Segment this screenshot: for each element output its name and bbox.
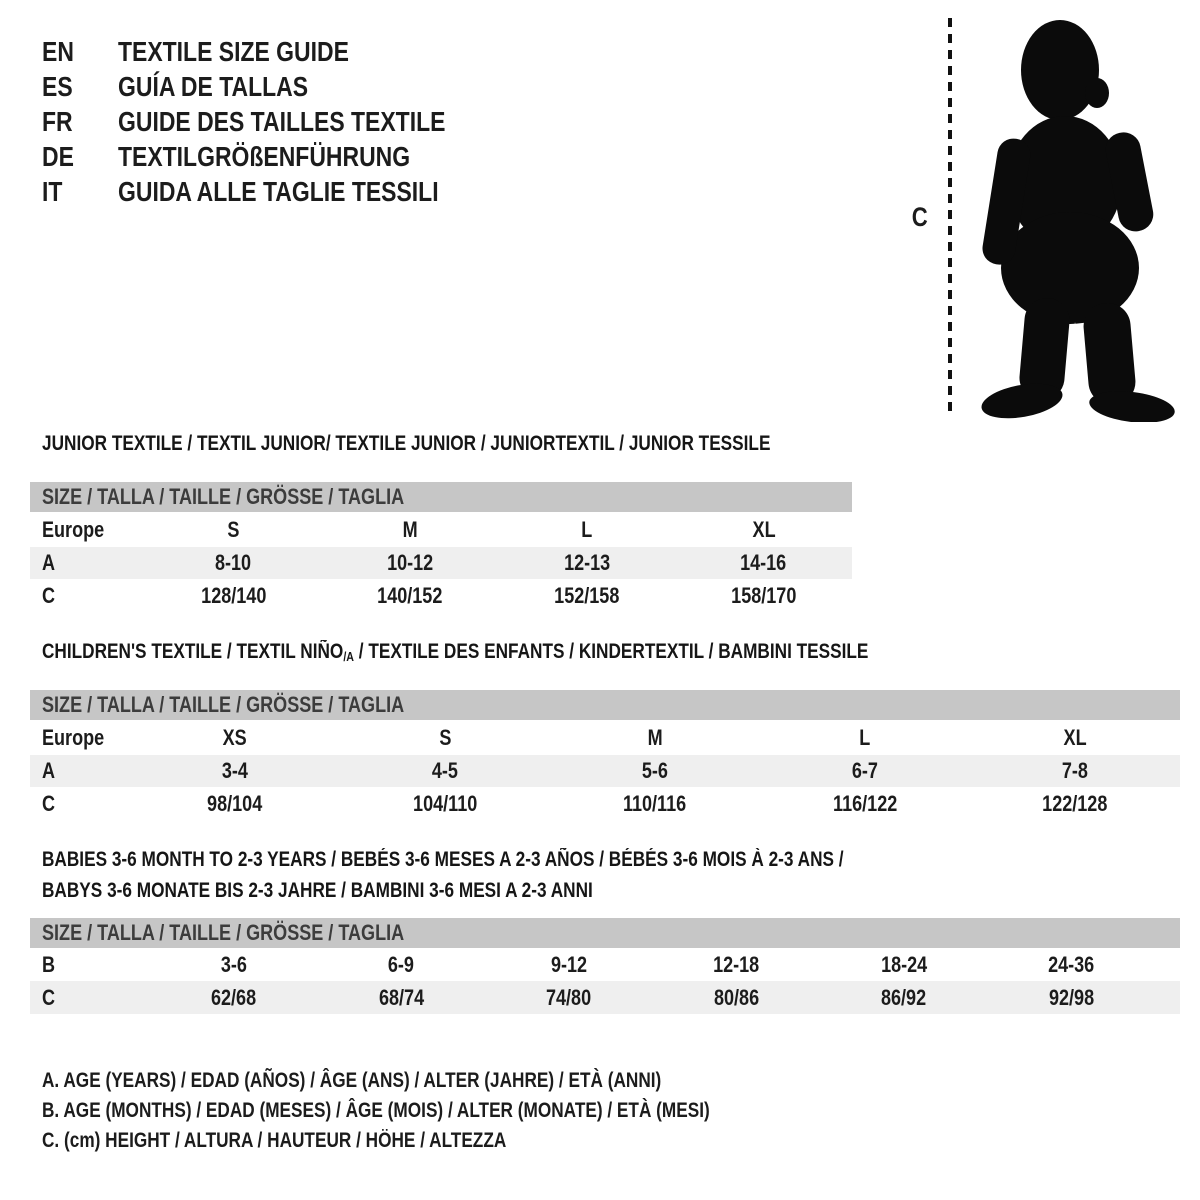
size-cell: 158/170 — [731, 582, 797, 608]
table-row-age — [30, 547, 852, 579]
table-row-height — [30, 787, 1180, 820]
size-cell: M — [402, 516, 418, 542]
size-cell: 116/122 — [832, 790, 898, 816]
table-row-height — [30, 981, 1180, 1014]
size-cell: 98/104 — [207, 790, 263, 816]
size-cell: 104/110 — [412, 790, 478, 816]
size-cell: 122/128 — [1042, 790, 1108, 816]
size-cell: 9-12 — [550, 951, 587, 977]
size-cell: 18-24 — [880, 951, 927, 977]
size-cell: 80/86 — [713, 984, 759, 1010]
size-cell: 86/92 — [881, 984, 927, 1010]
size-cell: 10-12 — [387, 550, 434, 575]
language-row-it — [42, 174, 517, 209]
size-cell: 12-18 — [713, 951, 760, 977]
toddler-silhouette — [960, 10, 1192, 422]
language-label: GUIDE DES TAILLES TEXTILE — [118, 105, 446, 137]
table-row-height — [30, 579, 852, 612]
size-cell: 128/140 — [200, 582, 266, 608]
row-label: B — [42, 951, 56, 977]
table-title: BABIES 3-6 MONTH TO 2-3 YEARS / BEBÉS 3-6 MESES A 2-3 AÑOS / BÉBÉS 3-6 MOIS À 2-3 ANS / — [42, 848, 844, 871]
size-cell: S — [438, 724, 452, 750]
size-cell: XL — [752, 516, 776, 542]
size-cell: L — [859, 724, 871, 750]
size-cell: M — [647, 724, 663, 750]
row-label: A — [42, 550, 56, 575]
size-cell: 6-9 — [388, 951, 415, 977]
table-row-europe — [30, 512, 852, 547]
table-title: JUNIOR TEXTILE / TEXTIL JUNIOR/ TEXTILE JUNIOR / JUNIORTEXTIL / JUNIOR TESSILE — [42, 432, 771, 455]
size-cell: XS — [222, 724, 248, 750]
size-cell: L — [581, 516, 593, 542]
size-cell: XL — [1063, 724, 1087, 750]
size-header-bar: SIZE / TALLA / TAILLE / GRÖSSE / TAGLIA — [30, 690, 1180, 720]
size-cell: 14-16 — [740, 550, 787, 575]
row-label: C — [42, 790, 56, 816]
size-cell: 62/68 — [211, 984, 257, 1010]
size-cell: 6-7 — [851, 758, 879, 783]
language-code: IT — [42, 175, 63, 207]
language-title-list — [42, 34, 517, 209]
language-code: EN — [42, 35, 74, 67]
size-cell: 7-8 — [1061, 758, 1089, 783]
row-label: Europe — [42, 516, 105, 542]
row-label: C — [42, 582, 56, 608]
size-cell: S — [227, 516, 240, 542]
size-cell: 3-4 — [221, 758, 249, 783]
size-cell: 74/80 — [546, 984, 592, 1010]
height-measure-dashed-line — [948, 18, 952, 415]
measurement-legend — [30, 1066, 856, 1156]
legend-line-c: C. (cm) HEIGHT / ALTURA / HAUTEUR / HÖHE / ALTEZZA — [42, 1129, 507, 1152]
language-row-es — [42, 69, 517, 104]
row-label: A — [42, 758, 56, 783]
table-row-age — [30, 755, 1180, 787]
row-label: C — [42, 984, 56, 1010]
table-title-line2: BABYS 3-6 MONATE BIS 2-3 JAHRE / BAMBINI 3-6 MESI A 2-3 ANNI — [42, 879, 593, 902]
legend-line-b: B. AGE (MONTHS) / EDAD (MESES) / ÂGE (MOIS) / ALTER (MONATE) / ETÀ (MESI) — [42, 1099, 710, 1122]
size-header-bar: SIZE / TALLA / TAILLE / GRÖSSE / TAGLIA — [30, 918, 1180, 948]
size-cell: 3-6 — [220, 951, 247, 977]
table-row-months — [30, 948, 1180, 981]
legend-line-a: A. AGE (YEARS) / EDAD (AÑOS) / ÂGE (ANS) / ALTER (JAHRE) / ETÀ (ANNI) — [42, 1069, 662, 1092]
size-cell: 8-10 — [215, 550, 252, 575]
language-code: DE — [42, 140, 74, 172]
language-label: TEXTILE SIZE GUIDE — [118, 35, 349, 67]
size-cell: 92/98 — [1048, 984, 1094, 1010]
height-measure-label: C — [911, 202, 928, 232]
size-cell: 24-36 — [1048, 951, 1095, 977]
size-cell: 5-6 — [641, 758, 669, 783]
size-header-bar: SIZE / TALLA / TAILLE / GRÖSSE / TAGLIA — [30, 482, 852, 512]
size-cell: 68/74 — [378, 984, 424, 1010]
size-cell: 110/116 — [623, 790, 687, 816]
row-label: Europe — [42, 724, 105, 750]
language-label: GUIDA ALLE TAGLIE TESSILI — [118, 175, 439, 207]
language-code: ES — [42, 70, 73, 102]
table-row-europe — [30, 720, 1180, 755]
size-table-junior — [30, 433, 852, 612]
language-label: TEXTILGRÖßENFÜHRUNG — [118, 140, 411, 172]
language-row-en — [42, 34, 517, 69]
size-table-children — [30, 641, 1180, 820]
language-label: GUÍA DE TALLAS — [118, 70, 309, 102]
language-row-de — [42, 139, 517, 174]
size-cell: 140/152 — [377, 582, 443, 608]
size-table-babies — [30, 849, 1180, 1014]
size-cell: 12-13 — [563, 550, 610, 575]
size-cell: 4-5 — [431, 758, 459, 783]
table-title: CHILDREN'S TEXTILE / TEXTIL NIÑO/A / TEXTILE DES ENFANTS / KINDERTEXTIL / BAMBINI TESSILE — [42, 640, 869, 664]
size-cell: 152/158 — [554, 582, 620, 608]
language-row-fr — [42, 104, 517, 139]
language-code: FR — [42, 105, 73, 137]
